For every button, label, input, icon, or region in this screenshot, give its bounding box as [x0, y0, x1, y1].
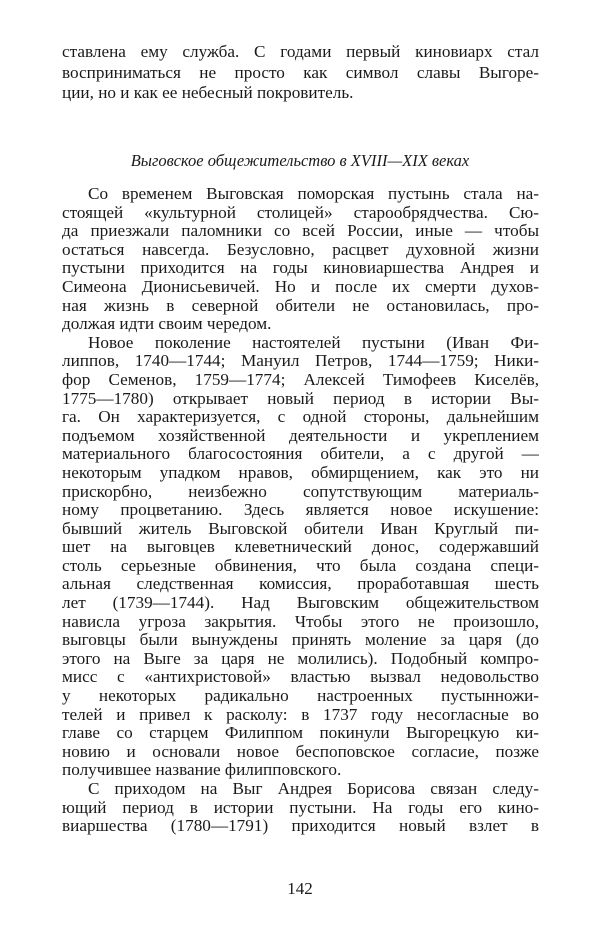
text-line: Симеона Дионисьевичей. Но и после их смерти духов-: [62, 277, 539, 296]
text-line: альная следственная комиссия, проработавшая шесть: [62, 575, 539, 594]
text-line: липпов, 1740—1744; Мануил Петров, 1744—1759; Ники-: [62, 352, 539, 371]
paragraph: [62, 185, 539, 334]
page-number: 142: [287, 879, 313, 898]
text-line: Новое поколение настоятелей пустыни (Иван Фи-: [88, 333, 539, 352]
text-line: ции, но и как ее небесный покровитель.: [62, 83, 354, 102]
text-line: подъемом хозяйственной деятельности и укреплением: [62, 426, 539, 445]
text-line: фор Семенов, 1759—1774; Алексей Тимофеев Киселёв,: [62, 370, 539, 389]
text-line: шет на выговцев клеветнический донос, содержавший: [62, 538, 539, 557]
text-line: мисс с «антихристовой» властью вызвал недовольство: [62, 668, 539, 687]
paragraph: [62, 780, 539, 836]
text-line: ная жизнь в северной обители не остановилась, про-: [62, 296, 539, 315]
text-line: С приходом на Выг Андрея Борисова связан следу-: [88, 780, 539, 798]
text-line: материального благосостояния обители, а с другой —: [62, 445, 539, 464]
text-line: остаться навсегда. Безусловно, расцвет духовной жизни: [62, 240, 539, 259]
text-line: у некоторых радикально настроенных пустынножи-: [62, 687, 539, 706]
text-line: Со временем Выговская поморская пустынь стала на-: [88, 185, 539, 203]
text-line: пустыни приходится на годы киновиаршества Андрея и: [62, 259, 539, 278]
text-line: восприниматься не просто как символ славы Выгоре-: [62, 62, 539, 82]
text-line: бывший житель Выговской обители Иван Круглый пи-: [62, 519, 539, 538]
text-line: столь серьезные обвинения, что была создана специ-: [62, 556, 539, 575]
text-line: ставлена ему служба. С годами первый киновиарх стал: [62, 42, 539, 61]
text-line: нависла угроза закрытия. Чтобы этого не произошло,: [62, 612, 539, 631]
text-line: да приезжали паломники со всей России, иные — чтобы: [62, 222, 539, 241]
text-line: прискорбно, неизбежно сопутствующим материаль-: [62, 482, 539, 501]
paragraph: [62, 334, 539, 780]
text-line: телей и привел к расколу: в 1737 году несогласные во: [62, 705, 539, 724]
text-line: новию и основали новое беспоповское согласие, позже: [62, 742, 539, 761]
section-heading: Выговское общежительство в XVIII—XIX веках: [130, 151, 470, 170]
text-line: га. Он характеризуется, с одной стороны, дальнейшим: [62, 408, 539, 427]
text-line: ющий период в истории пустыни. На годы его кино-: [62, 798, 539, 817]
text-line: некоторым упадком нравов, обмирщением, как это ни: [62, 463, 539, 482]
text-line: ному процветанию. Здесь является новое искушение:: [62, 501, 539, 520]
text-line: главе со старцем Филиппом покинули Выгорецкую ки-: [62, 724, 539, 743]
text-line: 1775—1780) открывает новый период в истории Вы-: [62, 389, 539, 408]
text-line: получившее название филипповского.: [62, 761, 342, 780]
text-line: выговцы были вынуждены принять моление за царя (до: [62, 631, 539, 650]
body-text: [62, 185, 539, 836]
text-line: стоящей «культурной столицей» старообрядчества. Сю-: [62, 203, 539, 222]
top-paragraph: [62, 42, 539, 104]
text-line: лет (1739—1744). Над Выговским общежительством: [62, 594, 539, 613]
text-line: виаршества (1780—1791) приходится новый взлет в: [62, 817, 539, 836]
text-line: должая идти своим чередом.: [62, 315, 272, 334]
text-line: этого на Выге за царя не молились). Подобный компро-: [62, 649, 539, 668]
